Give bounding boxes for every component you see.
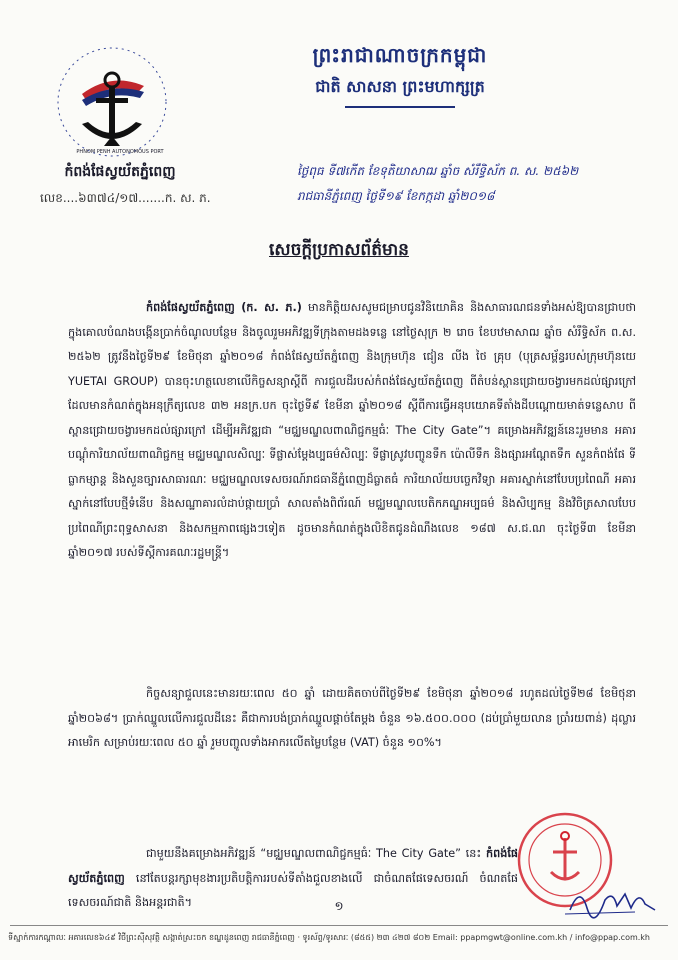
letterhead-kingdom: [235, 42, 565, 108]
paragraph-3-lead: ជាមួយនឹងគម្រោងអភិវឌ្ឍន៍ “មជ្ឈមណ្ឌលពាណិជ្ជកម្មធំៈ The City Gate” នេះ: [146, 847, 482, 860]
reference-number: លេខ....៦៣៧៤/១៧.......ក. ស. ភ.: [40, 191, 211, 205]
lunar-date: ថ្ងៃពុធ ទី៧កើត ខែទុតិយាសាឍ ឆ្នាំច សំរឹទ្ធិស័ក ព. ស. ២៥៦២: [297, 164, 579, 178]
logo-caption: PHNOM PENH AUTONOMOUS PORT: [76, 149, 164, 155]
document-title: សេចក្តីប្រកាសព័ត៌មាន: [269, 240, 409, 260]
motto-underline: [345, 106, 455, 108]
paragraph-1-lead: កំពង់ផែស្វយ័តភ្នំពេញ (ក. ស. ភ.): [146, 301, 302, 314]
solar-date: រាជធានីភ្នំពេញ ថ្ងៃទី១៩ ខែកក្កដា ឆ្នាំ២០១៨: [297, 189, 495, 203]
paragraph-2: [68, 682, 636, 756]
paragraph-3-bold: កំពង់ផែស្វយ័តភ្នំពេញ: [68, 847, 518, 885]
paragraph-1-text: មានកិត្តិយសសូមជម្រាបជូនវិនិយោគិន និងសាធារណជនទាំងអស់ឱ្យបានជ្រាបថា ក្នុងគោលបំណងបង្កើនប្រាក់ចំណូលបន្ថែម និងចូលរួមអភិវឌ្ឍទីក្រុងតាមដងទន្លេ នៅថ្ងៃសុក្រ ២ រោច ខែបឋមាសាឍ ឆ្នាំច សំរឹទ្ធិស័ក ព.ស. ២៥៦២ ត្រូវនឹងថ្ងៃទី២៩ ខែមិថុនា ឆ្នាំ២០១៨ កំពង់ផែស្វយ័តភ្នំពេញ និងក្រុមហ៊ុន ជៀន លីង ថៃ គ្រុប (បុត្រសម្ព័ន្ធរបស់ក្រុមហ៊ុនយេ YUETAI GROUP) បានចុះហត្ថលេខាលើកិច្ចសន្យាស្តីពី ការជួលដីរបស់កំពង់ផែស្វយ័តភ្នំពេញ ពីតំបន់ស្ពានជ្រោយចង្វារមកដល់ផ្សារក្រៅ ដែលមានកំណត់ក្នុងអនុក្រឹត្យលេខ ៣២ អនក្រ.បក ចុះថ្ងៃទី៩ ខែមីនា ឆ្នាំ២០១៨ ស្តីពីការធ្វើអនុបយោគទីតាំងដីបណ្តោយមាត់ទន្លេសាប ពីស្ពានជ្រោយចង្វារមកដល់ផ្សារក្រៅ ដើម្បីអភិវឌ្ឍជា “មជ្ឈមណ្ឌលពាណិជ្ជកម្មធំៈ The City Gate”។ គម្រោងអភិវឌ្ឍន៍នេះរួមមាន អគារបណ្តុំការិយាល័យពាណិជ្ជកម្ម មជ្ឈមណ្ឌលសិល្បៈ ទីផ្លាស់ម្តែងប្បធម៌សិល្បៈ ទីផ្លាស្រូវបញ្ចូនទឹក ប៉ោលីទឹក និងផ្សារអណ្តែតទឹក សួនកំពង់ផែ ទីធ្លាកម្សាន្ត និងសួនច្បារសាធារណៈ មជ្ឈមណ្ឌលទេសចរណ៍រាជធានីភ្នំពេញដ៏ធ្លាតធំ ការិយាល័យបច្ចេកវិទ្យា អគារស្នាក់នៅបែបប្រពៃណី អគារស្នាក់នៅបែបថ្មីទំនើប និងសណ្ឋាគារលំដាប់ផ្កាយប្រាំ សាលតាំងពិព័រណ៍ មជ្ឈមណ្ឌលបេតិកភណ្ឌអប្បធម៌ និងសិប្បកម្ម និងវិចិត្រសាលបែបប្រពៃណីព្រះពុទ្ធសាសនា និងសកម្មភាពផ្សេងៗទៀត ដូចមានកំណត់ក្នុងលិខិតជូនដំណឹងលេខ ១៨៧ ស.ជ.ណ ចុះថ្ងៃទី៣ ខែមីនា ឆ្នាំ២០១៧ របស់ទីស្តីការគណៈរដ្ឋមន្ត្រី។: [68, 301, 636, 559]
page-number: ១: [334, 899, 344, 913]
paragraph-2-text: កិច្ចសន្យាជួលនេះមានរយៈពេល ៥០ ឆ្នាំ ដោយគិតចាប់ពីថ្ងៃទី២៩ ខែមិថុនា ឆ្នាំ២០១៨ រហូតដល់ថ្ងៃទី២៨ ខែមិថុនា ឆ្នាំ២០៦៨។ ប្រាក់ឈ្នួលលើការជួលដីនេះ គឺជាការបង់ប្រាក់ឈ្នួលផ្តាច់តែម្តង ចំនួន ១៦.៥០០.០០០ (ដប់ប្រាំមួយលាន ប្រាំរយពាន់) ដុល្លារអាមេរិក សម្រាប់រយៈពេល ៥០ ឆ្នាំ រួមបញ្ចូលទាំងអាករលើតម្លៃបន្ថែម (VAT) ចំនួន ១០%។: [68, 687, 636, 749]
port-logo: [52, 42, 172, 162]
org-name: [50, 149, 190, 181]
kingdom-name: ព្រះរាជាណាចក្រកម្ពុជា: [312, 43, 488, 67]
national-motto: ជាតិ សាសនា ព្រះមហាក្សត្រ: [315, 77, 485, 96]
paragraph-3-text: នៅតែបន្តរក្សាមុខងារប្រតិបត្តិការរបស់ទីតាំងជួលខាងលើ ជាចំណតផែទេសចរណ៍ ចំណតផែទេសចរណ៍ជាតិ និងអន្តរជាតិ។: [68, 871, 519, 909]
org-name-text: កំពង់ផែស្វយ័តភ្នំពេញ: [64, 164, 176, 180]
paragraph-1: [68, 296, 636, 566]
footer-divider: [10, 925, 668, 926]
footer-address: ទីស្នាក់ការកណ្តាលៈ អគារលេខ៦៤៩ វិថីព្រះស៊ីសុវត្ថិ សង្កាត់ស្រះចក ខណ្ឌដូនពេញ រាជធានីភ្នំពេញ · ទូរស័ព្ទ/ទូរសារៈ (៨៥៥) ២៣ ៤២៧ ៨០២ Email: ppapmgwt@online.com.kh / info@ppap.com.kh: [8, 933, 651, 942]
